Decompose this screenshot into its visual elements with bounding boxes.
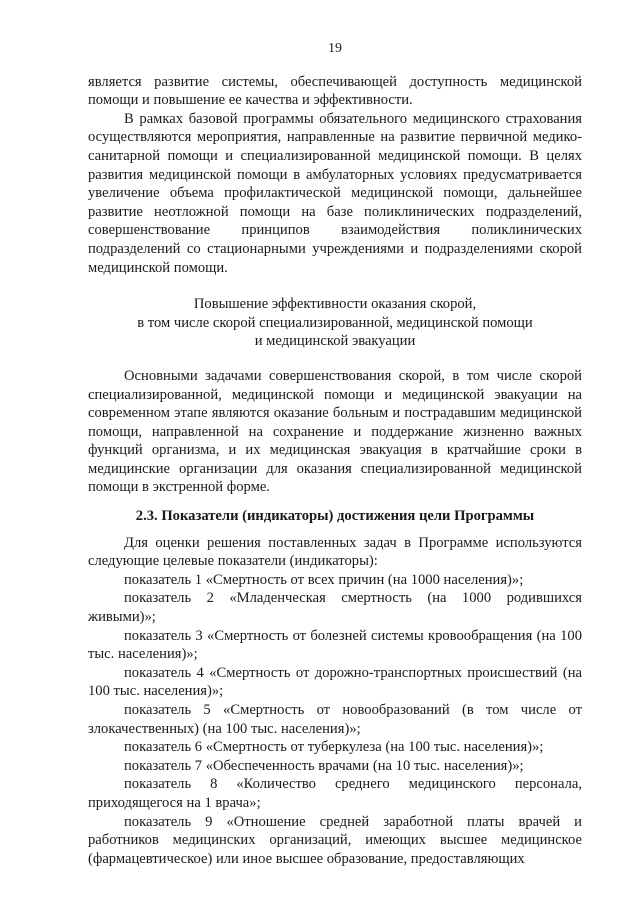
indicator-item: показатель 3 «Смертность от болезней системы кровообращения (на 100 тыс. населения)»; — [88, 627, 582, 663]
indicator-item: показатель 9 «Отношение средней заработной платы врачей и работников медицинских организаций, имеющих высшее медицинское (фармацевтическое) или иное высшее образование, предоставляющих — [88, 813, 582, 867]
paragraph-oms-program: В рамках базовой программы обязательного медицинского страхования осуществляются мероприятия, направленные на развитие первичной медико-санитарной помощи и специализированной медицинской помощи. В целях развития медицинской помощи в амбулаторных условиях предусматривается увеличение объема профилактической медицинской помощи, дальнейшее развитие неотложной помощи на базе поликлинических подразделений, совершенствование принципов взаимодействия поликлинических подразделений со стационарными учреждениями и подразделениями скорой медицинской помощи. — [88, 110, 582, 276]
indicator-item: показатель 5 «Смертность от новообразований (в том числе от злокачественных) (на 100 тыс. населения)»; — [88, 702, 582, 737]
page-number: 19 — [328, 41, 342, 56]
indicator-item: показатель 8 «Количество среднего медицинского персонала, приходящегося на 1 врача»; — [88, 776, 582, 811]
indicator-item: показатель 7 «Обеспеченность врачами (на 10 тыс. населения)»; — [124, 757, 524, 774]
indicator-item: показатель 6 «Смертность от туберкулеза (на 100 тыс. населения)»; — [124, 739, 544, 756]
indicator-item: показатель 4 «Смертность от дорожно-транспортных происшествий (на 100 тыс. населения)»; — [88, 664, 582, 700]
indicator-list — [88, 571, 582, 869]
subheading-line: и медицинской эвакуации — [254, 333, 416, 350]
section-title: 2.3. Показатели (индикаторы) достижения цели Программы — [135, 508, 535, 525]
paragraph-emergency-tasks: Основными задачами совершенствования скорой, в том числе скорой специализированной, медицинской помощи и медицинской эвакуации на современном этапе являются оказание больным и пострадавшим медицинской помощи, направленной на сохранение и поддержание жизненно важных функций организма, и их медицинская эвакуация в кратчайшие сроки в медицинские организации для оказания специализированной медицинской помощи в экстренной форме. — [88, 367, 582, 496]
indicator-item: показатель 1 «Смертность от всех причин (на 1000 населения)»; — [124, 571, 524, 588]
indicator-item: показатель 2 «Младенческая смертность (на 1000 родившихся живыми)»; — [88, 590, 582, 626]
paragraph-continuation: является развитие системы, обеспечивающей доступность медицинской помощи и повышение ее качества и эффективности. — [88, 73, 582, 109]
subheading-line: Повышение эффективности оказания скорой, — [193, 296, 477, 313]
indicators-intro: Для оценки решения поставленных задач в Программе используются следующие целевые показатели (индикаторы): — [88, 534, 582, 570]
subheading-line: в том числе скорой специализированной, медицинской помощи — [137, 314, 533, 331]
subheading-emergency-care — [88, 295, 582, 351]
